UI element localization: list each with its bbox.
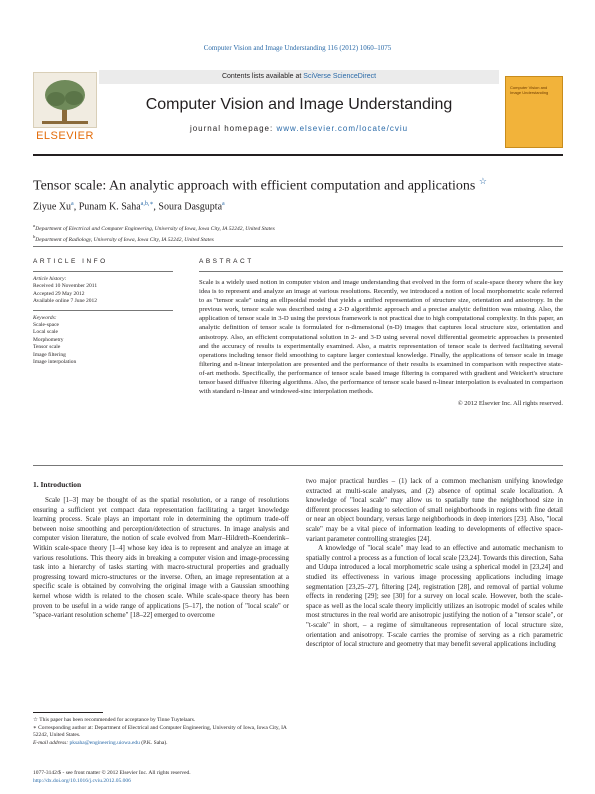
author-affiliation-mark[interactable]: a [71,201,74,207]
footnotes [33,717,289,747]
author-affiliation-mark[interactable]: a,b,∗ [140,201,154,207]
section-heading: 1. Introduction [33,480,82,489]
masthead-divider [33,154,563,156]
publisher-name: ELSEVIER [36,130,94,142]
abstract-text: Scale is a widely used notion in computer vision and image understanding that evolved in the form of scale-space theory where the key idea is to represent and analyze an image at various resolutions. Recently, we introduced a notion of local morphometric scale referred to as "tensor scale" using an ellipsoidal model that yields a unified representation of structure size, orientation and anisotropy. In the previous work, tensor scale was described using a 2-D algorithmic approach and a precise analytic definition was missing. Also, the application of tensor scale in 3-D using the previous framework is not practical due to high computational complexity. In this paper, an analytic definition of tensor scale is formulated for n-dimensional (n-D) images that captures local structure size, orientation and anisotropy. Also, an efficient computational solution in 2- and 3-D using several novel differential geometric approaches is presented and the accuracy of results is experimentally examined. Also, a matrix representation of tensor scale is derived facilitating several operations including tensor field smoothing to capture larger contextual knowledge. Finally, the applications of tensor scale in image filtering and n-linear interpolation are presented and the performance of their results is examined in comparison with respective state-of-art methods. Specifically, the performance of tensor scale based image filtering is compared with gradient and Weickert's structure tensor based diffusive filtering algorithms. Also, the performance of tensor scale based n-linear interpolation is evaluated in comparison with standard n-linear and windowed-sinc interpolation methods. [199,279,563,396]
masthead [33,70,563,148]
abstract-heading: ABSTRACT [199,258,254,265]
paper-title [33,176,563,195]
paragraph: Scale [1–3] may be thought of as the spatial resolution, or a range of resolutions ensuring a sufficient yet compact data representation facilitating a target knowledge learning process. Scale plays an important role in determining the optimum trade-off between noise smoothing and perception/detection of structures. In image analysis and computer vision literature, the notion of scale evolved from Marr–Hildreth–Koenderink–Witkin scale-space theory [1–4] whose key idea is to represent and analyze an image at various resolutions. This theory aids in breaking a computer vision and image-processing task into a hierarchy of tasks starting with macro-structural properties and gradually progressing toward micro-structures or the inverse. Often, an image representation at a specific scale is obtained by convolving the original image with a Gaussian smoothing kernel whose width is related to the chosen scale. While scale-space theory has been proven to be useful in a wide range of applications [5–17], the notion of "local scale" or "space-variant resolution scheme" [18–22] emerged to overcome [33,496,289,620]
author-name: Ziyue Xu [33,201,72,213]
history-label: Article history: [33,276,67,282]
abstract-bottom-divider [33,465,563,466]
paragraph: A knowledge of "local scale" may lead to an effective and automatic mechanism to spatially control a process as a function of local scale [23,24]. Towards this direction, Saha and Udupa introduced a local morphometric scale using a spherical model in [23,24] and studied its effectiveness in various image processing applications including image segmentation [23,25–27], filtering [24], registration [28], and removal of partial volume effects in rendering [29]; see [30] for a survey on local scale. However, both the scale-space as well as the local scale theory implicitly utilizes an isotropic model of scales while most structures in the real world are anisotropic justifying the notion of a "tensor scale", or "t-scale" in short, – a regime of simultaneous representation of local structure size, orientation and anisotropy. T-scale carries the promise of serving as a rich parametric descriptor of local structure and geometry that may benefit several applications including [306,544,563,649]
affiliations [33,222,563,244]
article-info-heading: ARTICLE INFO [33,258,108,265]
doi-link[interactable]: http://dx.doi.org/10.1016/j.cviu.2012.05.006 [33,778,131,784]
issn-line: 1077-3142/$ - see front matter © 2012 Elsevier Inc. All rights reserved. [33,770,191,776]
article-info [33,258,173,366]
keyword: Tensor scale [33,344,61,351]
paper-title-text: Tensor scale: An analytic approach with efficient computation and applications [33,178,476,194]
email-label: E-mail address: [33,739,70,746]
journal-cover-thumbnail[interactable] [505,76,563,148]
author-name: Punam K. Saha [78,201,141,213]
journal-title: Computer Vision and Image Understanding [145,96,453,113]
affiliation-mark: a [33,223,36,228]
body-column-right [306,477,563,650]
history-item: Accepted 29 May 2012 [33,290,85,297]
footnote-rule [33,712,103,713]
keyword: Image interpolation [33,359,77,366]
author-name: Soura Dasgupta [158,201,223,213]
journal-reference[interactable]: Computer Vision and Image Understanding 116 (2012) 1060–1075 [203,44,392,52]
elsevier-tree-icon [33,72,97,128]
email-suffix: (P.K. Saha). [139,739,168,746]
keyword: Local scale [33,329,58,336]
footnote: ☆ This paper has been recommended for acceptance by Tinne Tuytelaars. [33,717,196,723]
journal-banner [99,70,499,144]
homepage-prefix: journal homepage: [189,124,277,133]
affiliation-text: Department of Radiology, University of Iowa, Iowa City, IA 52242, United States [35,236,214,243]
sciencedirect-link[interactable]: SciVerse ScienceDirect [303,73,377,80]
contents-bar [99,70,499,84]
abstract-divider [199,271,563,272]
cover-title: Computer Vision and Image Understanding [510,85,549,95]
keywords-label: Keywords: [33,314,57,321]
journal-homepage [99,124,499,133]
email-footnote [33,740,289,748]
author-list: Ziyue Xu$^a$, Punam K. Saha$^{a,b,∗}$, Soura Dasgupta$^a$ [33,201,225,213]
copyright: © 2012 Elsevier Inc. All rights reserved. [457,400,563,408]
homepage-link[interactable]: www.elsevier.com/locate/cviu [276,124,409,133]
keyword: Scale-space [33,322,59,329]
article-info-divider [33,310,173,311]
keyword: Morphometry [33,336,64,343]
header-divider [33,246,563,247]
email-link[interactable]: pksaha@engineering.uiowa.edu [69,739,140,746]
affiliation-mark: b [33,233,36,239]
title-footnote-mark[interactable]: ☆ [478,176,487,186]
article-info-divider [33,271,173,272]
publication-info [33,769,289,785]
keyword: Image filtering [33,351,66,358]
history-item: Received 10 November 2011 [33,283,98,290]
keywords [33,315,173,367]
publisher-logo [33,72,97,142]
affiliation [33,222,563,233]
paragraph: two major practical hurdles – (1) lack of a common mechanism unifying knowledge extracted at multi-scale analyses, and (2) absence of optimal scale localization. A knowledge of "local scale" may allow us to spatially tune the neighborhood size in different processes leading to selection of small neighborhoods in regions with fine detail or near an object boundary, versus large neighborhoods in deep interiors [23]. Also, "local scale" may be a vital piece of information leading to developments of effective space-variant parameter controlling strategies [24]. [306,477,563,543]
contents-prefix: Contents lists available at [221,73,304,80]
author-affiliation-mark[interactable]: a [222,201,225,207]
history-item: Available online 7 June 2012 [33,298,98,305]
body-column-left [33,496,289,621]
article-history [33,276,173,306]
affiliation [33,233,563,244]
affiliation-text: Department of Electrical and Computer Engineering, University of Iowa, Iowa City, IA 52242, United States [35,225,275,232]
abstract [199,258,563,407]
footnote: ∗ Corresponding author at: Department of Electrical and Computer Engineering, University of Iowa, Iowa City, IA 52242, United States. [33,724,287,738]
